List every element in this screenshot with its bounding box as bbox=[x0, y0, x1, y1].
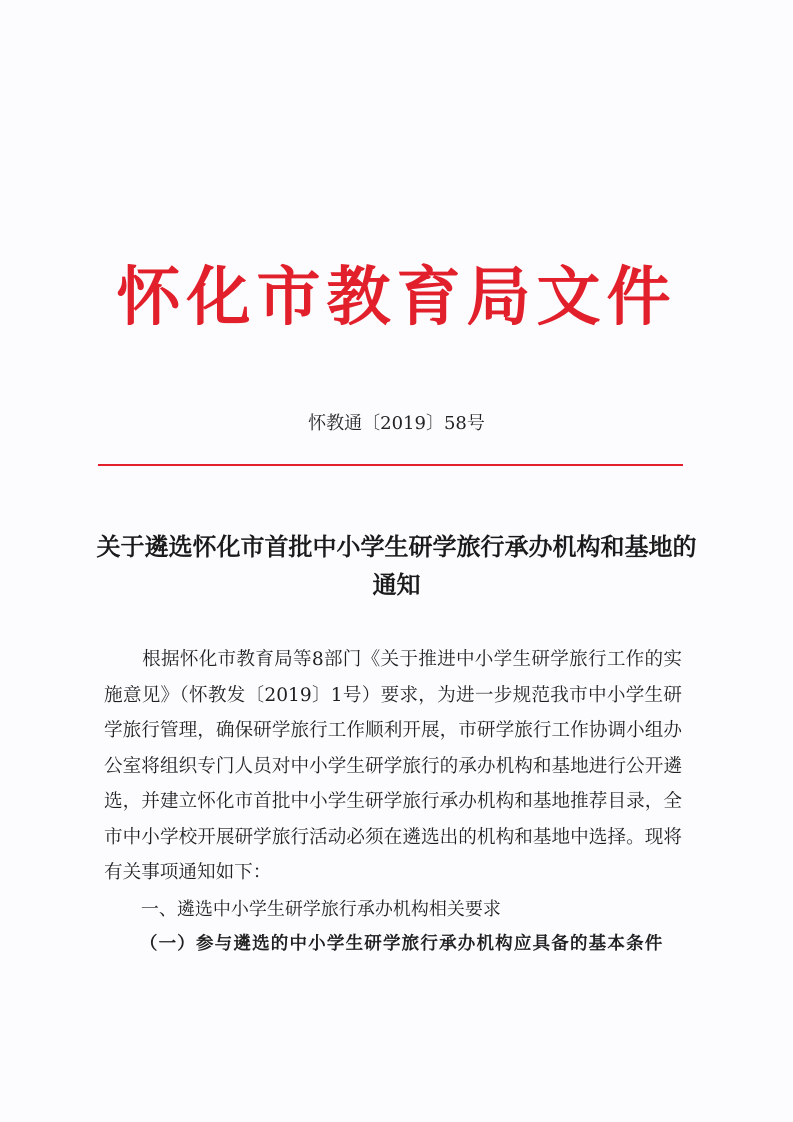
document-number: 怀教通〔2019〕58号 bbox=[308, 413, 485, 434]
subsection-heading: （一）参与遴选的中小学生研学旅行承办机构应具备的基本条件 bbox=[139, 933, 664, 954]
document-header-title: 怀化市教育局文件 bbox=[116, 261, 677, 335]
notice-title: 关于遴选怀化市首批中小学生研学旅行承办机构和基地的通知 bbox=[96, 533, 697, 599]
section-heading: 一、遴选中小学生研学旅行承办机构相关要求 bbox=[140, 898, 501, 920]
document-body bbox=[104, 642, 682, 962]
body-paragraph: 根据怀化市教育局等8部门《关于推进中小学生研学旅行工作的实施意见》（怀教发〔2019〕1号）要求，为进一步规范我市中小学生研学旅行管理，确保研学旅行工作顺利开展，市研学旅行工作协调小组办公室将组织专门人员对中小学生研学旅行的承办机构和基地进行公开遴选，并建立怀化市首批中小学生研学旅行承办机构和基地推荐目录，全市中小学校开展研学旅行活动必须在遴选出的机构和基地中选择。现将有关事项通知如下： bbox=[104, 649, 682, 883]
red-divider-line bbox=[98, 464, 683, 466]
